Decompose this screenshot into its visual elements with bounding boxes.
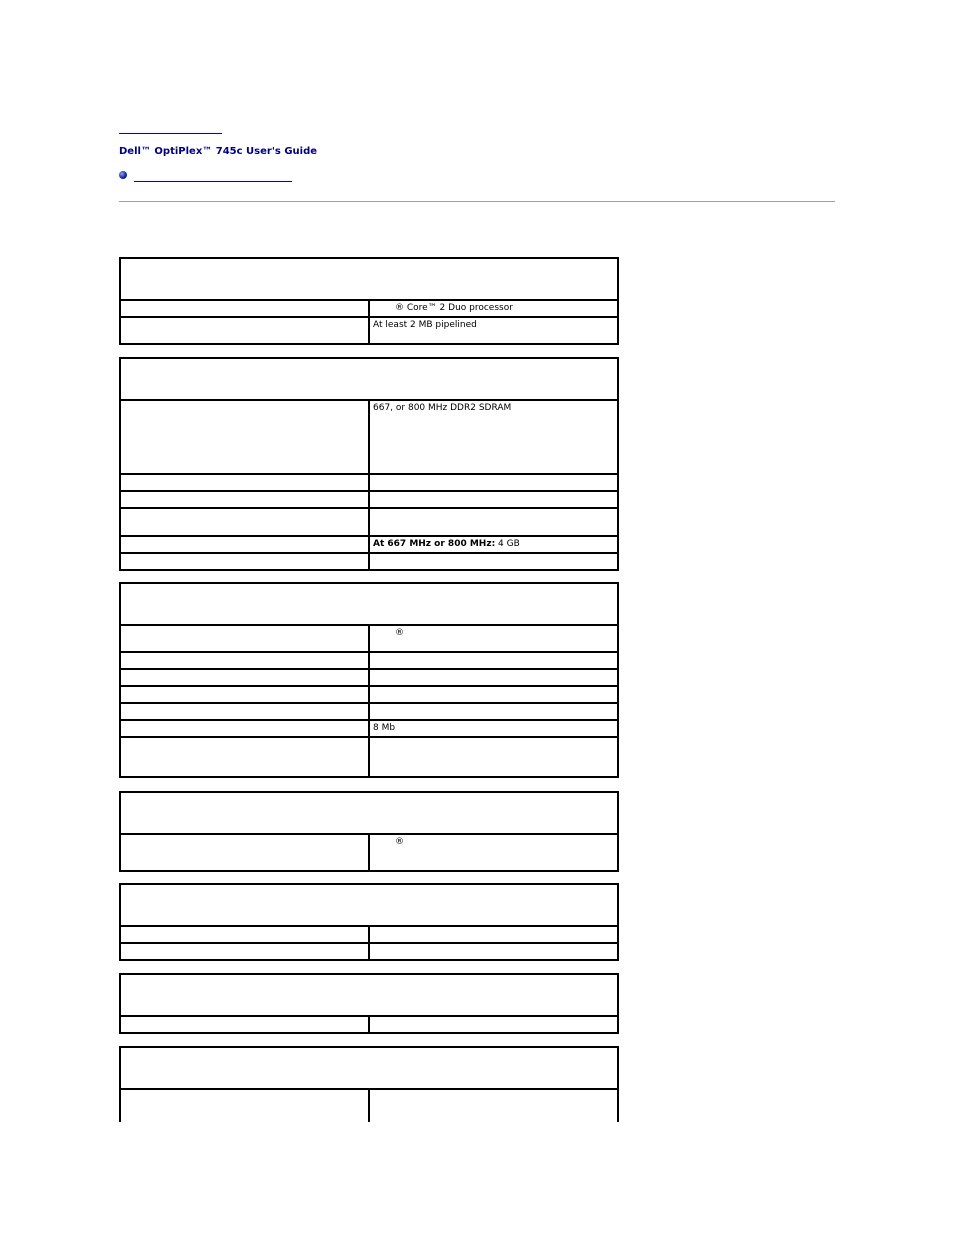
computer-info-row-label	[120, 652, 369, 669]
memory-row-label	[120, 474, 369, 491]
memory-table	[119, 357, 619, 571]
next-spec-row-label	[120, 1089, 369, 1122]
memory-row-label	[120, 553, 369, 570]
audio-table	[119, 883, 619, 961]
audio-table-header	[120, 884, 618, 926]
memory-max-amount: 4 GB	[495, 539, 520, 549]
processor-type-label	[120, 300, 369, 317]
next-spec-row-value	[369, 1089, 618, 1122]
audio-row-value	[369, 943, 618, 960]
memory-max-label	[120, 536, 369, 553]
memory-row-value	[369, 491, 618, 508]
next-table-clip	[119, 1046, 621, 1122]
computer-info-row-value	[369, 737, 618, 777]
processor-table-header	[120, 258, 618, 300]
processor-cache-label	[120, 317, 369, 344]
memory-row-label	[120, 508, 369, 536]
memory-row-value	[369, 508, 618, 536]
chipset-label	[120, 625, 369, 652]
memory-type-value: 667, or 800 MHz DDR2 SDRAM	[369, 400, 618, 474]
memory-row-value	[369, 553, 618, 570]
computer-info-row-label	[120, 686, 369, 703]
chipset-value: ®	[369, 625, 618, 652]
computer-info-row-value	[369, 669, 618, 686]
computer-info-row-value	[369, 652, 618, 669]
audio-row-value	[369, 926, 618, 943]
processor-cache-value: At least 2 MB pipelined	[369, 317, 618, 344]
bios-chip-label	[120, 720, 369, 737]
next-spec-table-header	[120, 1047, 618, 1089]
expansion-bus-table-header	[120, 974, 618, 1016]
computer-info-row-value	[369, 686, 618, 703]
video-table-header	[120, 792, 618, 834]
memory-max-value	[369, 536, 618, 553]
audio-row-label	[120, 943, 369, 960]
computer-info-row-label	[120, 737, 369, 777]
video-table	[119, 791, 619, 872]
computer-info-row-label	[120, 703, 369, 720]
bullet-icon	[119, 171, 127, 179]
memory-max-speed: At 667 MHz or 800 MHz:	[373, 539, 496, 549]
memory-table-header	[120, 358, 618, 400]
computer-info-row-value	[369, 703, 618, 720]
divider	[119, 201, 835, 202]
memory-row-label	[120, 491, 369, 508]
computer-info-table-header	[120, 583, 618, 625]
computer-info-table	[119, 582, 619, 778]
video-type-label	[120, 834, 369, 871]
doc-title: Dell™ OptiPlex™ 745c User's Guide	[119, 146, 318, 157]
expansion-bus-row-label	[120, 1016, 369, 1033]
computer-info-row-label	[120, 669, 369, 686]
top-link[interactable]	[119, 121, 222, 134]
processor-table	[119, 257, 619, 345]
video-type-value: ®	[369, 834, 618, 871]
memory-row-value	[369, 474, 618, 491]
next-spec-table	[119, 1046, 619, 1122]
expansion-bus-row-value	[369, 1016, 618, 1033]
bios-chip-value: 8 Mb	[369, 720, 618, 737]
specifications-link[interactable]	[134, 169, 292, 182]
memory-type-label	[120, 400, 369, 474]
expansion-bus-table	[119, 973, 619, 1034]
audio-row-label	[120, 926, 369, 943]
processor-type-value: ® Core™ 2 Duo processor	[369, 300, 618, 317]
